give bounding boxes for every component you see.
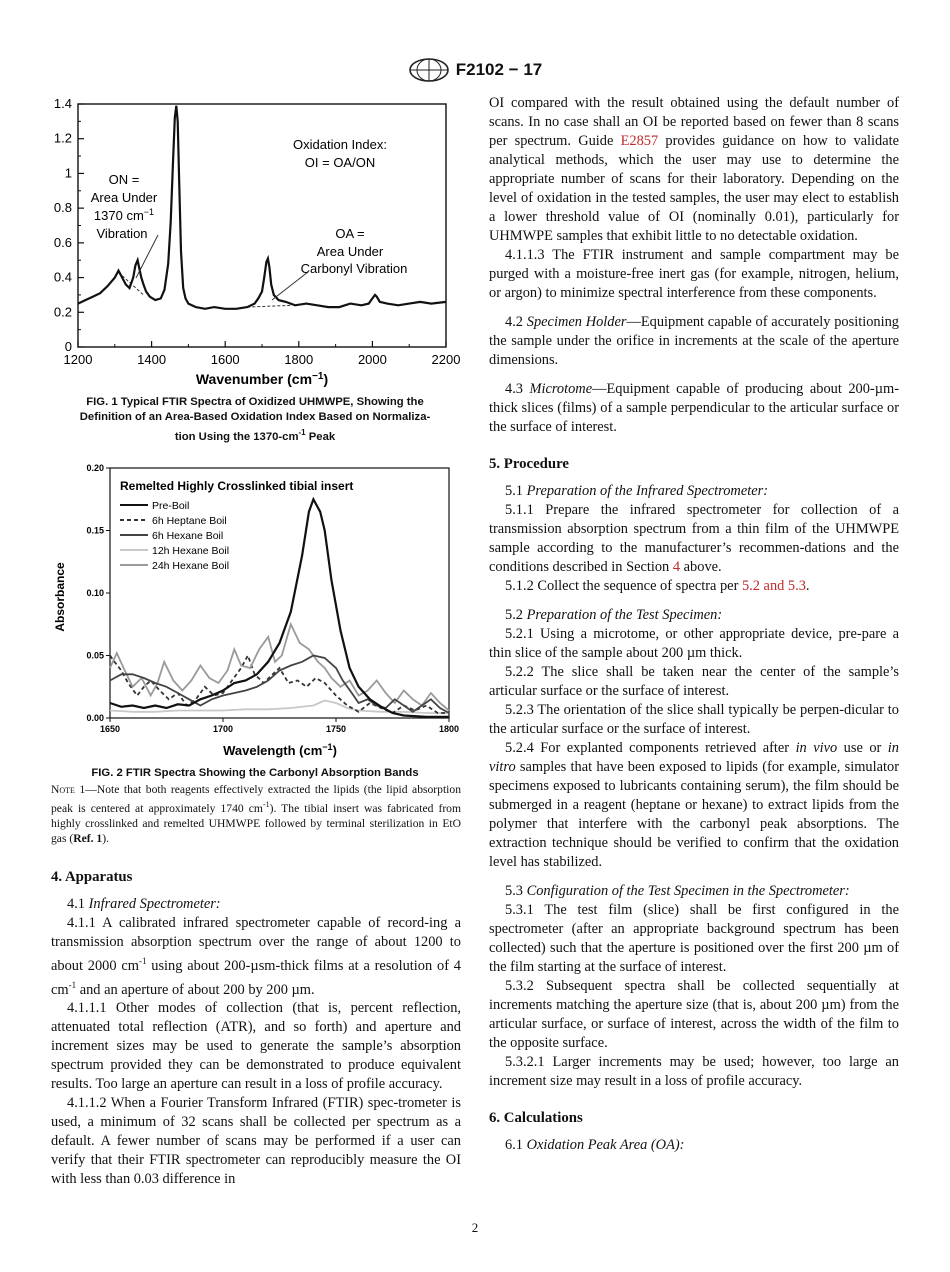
x-tick-label: 2200: [431, 352, 461, 367]
oa-annotation-line3: Carbonyl Vibration: [300, 261, 408, 276]
figure-1-xlabel: Wavenumber $(cm^{-1})$: [195, 371, 329, 387]
figure-2-xlabel: Wavelength $(cm^{-1})$: [223, 742, 337, 758]
para-5-1: 5.1 Preparation of the Infrared Spectrometer:: [505, 483, 768, 499]
figure-1-chart: [40, 92, 470, 392]
legend-label: 24h Hexane Boil: [152, 560, 230, 572]
x-tick-label: 1400: [137, 352, 167, 367]
x-tick-label: 1600: [210, 352, 240, 367]
para-5-2-4: 5.2.4 For explanted components retrieved after in vivo use or in vitro samples that have been exposed to lipids (for example, simulator specimens exposed to lubricants containing serum), the film should be submerged in a reagent (heptane or hexane) to extract lipids from the polymer that interfere with the carbonyl peak absorptions. The extraction technique should be verified to confirm that the oxidation level has stabilized.: [489, 740, 899, 870]
para-5-1-2: 5.1.2 Collect the sequence of spectra per 5.2 and 5.3.: [505, 578, 810, 594]
para-5-2: 5.2 Preparation of the Test Specimen:: [505, 607, 723, 623]
x-tick-label: 1200: [63, 352, 93, 367]
para-5-2-1: 5.2.1 Using a microtome, or other appropriate device, pre-pare a thin slice of the sample about 200 µm thick.: [489, 626, 899, 661]
figure-1-caption-line2: Definition of an Area-Based Oxidation Index Based on Normaliza-: [79, 411, 431, 423]
reference-1-link[interactable]: Ref. 1: [73, 831, 103, 845]
oi-annotation-line2: OI = OA/ON: [304, 155, 376, 170]
figure-1-caption: [40, 395, 470, 445]
y-tick-label: 1: [64, 165, 72, 181]
para-4-1-1-3: 4.1.1.3 The FTIR instrument and sample compartment may be purged with a moisture-free inert gas (for example, nitrogen, helium, or argon) to minimize spectral interference from these components.: [489, 247, 899, 301]
on-annotation-line1: ON =: [108, 172, 140, 187]
y-tick-label: 1.2: [53, 130, 72, 146]
section-6-heading: 6. Calculations: [489, 1110, 583, 1126]
y-tick-label: 0.00: [86, 713, 104, 723]
para-4-3: 4.3 Microtome—Equipment capable of producing about 200-µm-thick slices (films) of a sample perpendicular to the articular surface or the surface of interest.: [489, 381, 899, 435]
x-tick-label: 1700: [212, 724, 234, 734]
x-tick-label: 1800: [438, 724, 460, 734]
figure-2-caption-line: FIG. 2 FTIR Spectra Showing the Carbonyl Absorption Bands: [91, 767, 419, 779]
para-5-2-2: 5.2.2 The slice shall be taken near the center of the sample’s articular surface or the surface of interest.: [489, 664, 899, 699]
oa-annotation-line1: OA =: [335, 226, 365, 241]
legend-label: 6h Hexane Boil: [152, 530, 224, 542]
para-5-3: 5.3 Configuration of the Test Specimen in the Spectrometer:: [505, 883, 850, 899]
y-tick-label: 1.4: [53, 96, 72, 111]
para-4-2: 4.2 Specimen Holder—Equipment capable of accurately positioning the sample under the orifice in increments at the scale of the aperture dimensions.: [489, 314, 899, 368]
para-5-3-1: 5.3.1 The test film (slice) shall be first configured in the spectrometer (after an appropriate background spectrum has been collected) such that the aperture is positioned over the first 200 µm of the film starting at the surface of interest.: [489, 902, 899, 975]
oa-baseline: [247, 305, 291, 307]
section-5-2-5-3-link[interactable]: 5.2 and 5.3: [741, 578, 806, 594]
para-4-1-1-1: 4.1.1.1 Other modes of collection (that is, percent reflection, attenuated total reflection (ATR), and so forth) and aperture and increment sizes may be used to generate the sample’s absorption spectrum provided they can be demonstrated to produce equivalent results. Too large an aperture can result in a loss of profile accuracy.: [51, 1000, 461, 1093]
y-tick-label: 0.2: [53, 304, 72, 320]
y-tick-label: 0.4: [53, 269, 72, 285]
para-4-1-1-2-continued: OI compared with the result obtained using the default number of scans. In no case shall an OI be reported based on fewer than 8 scans per spectrum. Guide E2857 provides guidance on how to validate analytical methods, which the user may use to determine the appropriate number of scans for their laboratory. Depending on the level of oxidation in the tested samples, the user may elect to establish a lower threshold value of OI (nominally 0.01), particularly for UHMWPE samples that exhibit little to no detectable oxidation.: [489, 95, 899, 244]
x-tick-label: 1650: [99, 724, 121, 734]
astm-logo: [408, 58, 450, 82]
section-5-heading: 5. Procedure: [489, 456, 569, 472]
document-id: F2102 − 17: [455, 60, 543, 79]
para-5-1-1: 5.1.1 Prepare the infrared spectrometer for collection of a transmission absorption spectrum from a thin film of the UHMWPE sample according to the manufacturer’s recommen-dations and the conditions described in Section 4 above.: [489, 502, 899, 575]
para-5-3-2: 5.3.2 Subsequent spectra shall be collected sequentially at increments matching the aperture size (that is, about 200 µm) from the articular surface, or surface of interest, across the width of the film to the opposite surface.: [489, 978, 899, 1051]
para-5-2-3: 5.2.3 The orientation of the slice shall typically be perpen-dicular to the articular surface or the surface of interest.: [489, 702, 899, 737]
left-column: [51, 782, 461, 1189]
figure-2-caption: [40, 766, 470, 781]
section-4-link[interactable]: 4: [672, 559, 681, 575]
on-annotation-line2: Area Under: [90, 190, 158, 205]
figure-2-note: Note 1—Note that both reagents effectively extracted the lipids (the lipid absorption peak is centered at approximately 1740 $cm^{-1}$). The tibial insert was fabricated from highly crosslinked and remelted UHMWPE followed by terminal sterilization in EtO gas (Ref. 1).: [51, 783, 462, 845]
oa-pointer: [272, 272, 308, 300]
on-annotation-line4: Vibration: [96, 226, 148, 241]
y-tick-label: 0.6: [53, 234, 72, 250]
figure-1-caption-line3: tion Using the $1370-cm^{-1}$ Peak: [174, 428, 336, 443]
page-header: [0, 58, 950, 82]
oa-annotation-line2: Area Under: [316, 244, 384, 259]
on-annotation-line3: 1370 $cm^{-1}$: [93, 207, 155, 223]
para-4-1: 4.1 Infrared Spectrometer:: [67, 895, 221, 912]
figure-2-ylabel: Absorbance: [53, 562, 67, 632]
legend-label: Pre-Boil: [152, 500, 190, 512]
para-4-1-1-2: 4.1.1.2 When a Fourier Transform Infrared (FTIR) spec-trometer is used, a minimum of 32 scans shall be collected per spectrum as a default. A fewer number of scans may be performed if a user can verify that their FTIR spectrometer can reproducibly measure the OI with less than 0.03 difference in: [51, 1095, 461, 1188]
oi-annotation-line1: Oxidation Index:: [293, 137, 387, 152]
y-tick-label: 0.05: [86, 650, 104, 661]
figure-1-caption-line1: FIG. 1 Typical FTIR Spectra of Oxidized UHMWPE, Showing the: [86, 396, 424, 408]
y-tick-label: 0.10: [86, 588, 104, 598]
para-4-1-1: 4.1.1 A calibrated infrared spectrometer capable of record-ing a transmission absorption spectrum over the range of about 1200 to about 2000 $cm^{-1}$ using about 200-µsm-thick films at a resolution of 4 $cm^{-1}$ and an aperture of about 200 by 200 µm.: [51, 914, 461, 998]
y-tick-label: 0.15: [86, 525, 104, 536]
legend-label: 12h Hexane Boil: [152, 545, 230, 557]
para-6-1: 6.1 Oxidation Peak Area (OA):: [505, 1137, 685, 1153]
y-tick-label: 0.20: [86, 463, 104, 473]
x-tick-label: 1800: [284, 352, 314, 367]
figure-2-chart-title: Remelted Highly Crosslinked tibial insert: [120, 479, 354, 493]
section-4-heading: 4. Apparatus: [51, 868, 133, 885]
right-column: [489, 94, 899, 1155]
figure-2-chart: [48, 460, 468, 765]
y-tick-label: 0.8: [53, 200, 72, 216]
y-tick-label: 0: [64, 339, 72, 354]
para-5-3-2-1: 5.3.2.1 Larger increments may be used; however, too large an increment size may result in a loss of profile accuracy.: [489, 1054, 899, 1089]
x-tick-label: 1750: [325, 724, 347, 734]
legend-label: 6h Heptane Boil: [152, 515, 227, 527]
on-pointer: [136, 235, 158, 278]
x-tick-label: 2000: [357, 352, 387, 367]
e2857-link[interactable]: E2857: [620, 133, 659, 149]
page-number: 2: [471, 1220, 479, 1235]
